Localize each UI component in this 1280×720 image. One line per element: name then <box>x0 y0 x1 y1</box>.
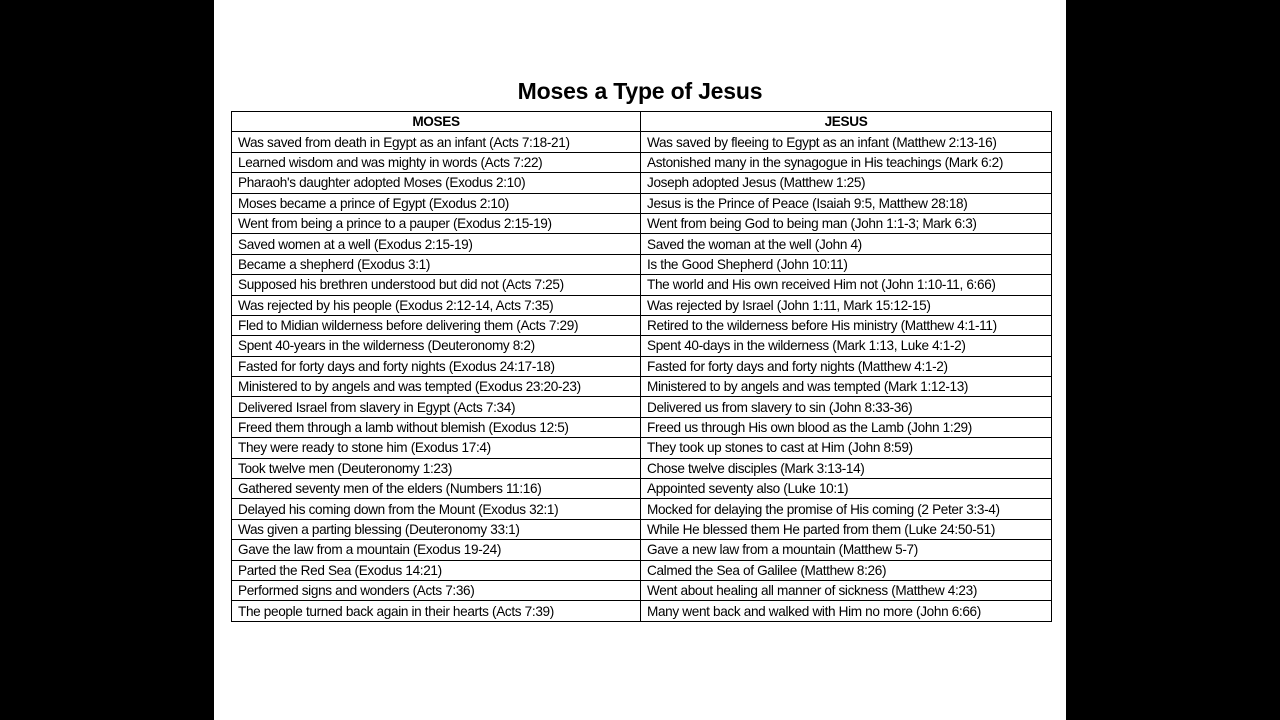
table-row <box>232 213 1052 233</box>
jesus-cell: Delivered us from slavery to sin (John 8:33-36) <box>641 397 1052 417</box>
jesus-cell: Joseph adopted Jesus (Matthew 1:25) <box>641 173 1052 193</box>
table-row <box>232 499 1052 519</box>
jesus-cell: Went from being God to being man (John 1:1-3; Mark 6:3) <box>641 213 1052 233</box>
table-row <box>232 397 1052 417</box>
moses-cell: Pharaoh's daughter adopted Moses (Exodus 2:10) <box>232 173 641 193</box>
table-row <box>232 458 1052 478</box>
moses-cell: Ministered to by angels and was tempted (Exodus 23:20-23) <box>232 377 641 397</box>
jesus-cell: Ministered to by angels and was tempted (Mark 1:12-13) <box>641 377 1052 397</box>
moses-cell: Went from being a prince to a pauper (Exodus 2:15-19) <box>232 213 641 233</box>
moses-cell: Was saved from death in Egypt as an infant (Acts 7:18-21) <box>232 132 641 152</box>
comparison-table <box>231 111 1052 622</box>
table-row <box>232 519 1052 539</box>
jesus-cell: Is the Good Shepherd (John 10:11) <box>641 254 1052 274</box>
jesus-cell: Calmed the Sea of Galilee (Matthew 8:26) <box>641 560 1052 580</box>
moses-cell: The people turned back again in their hearts (Acts 7:39) <box>232 601 641 621</box>
moses-cell: Moses became a prince of Egypt (Exodus 2:10) <box>232 193 641 213</box>
table-row <box>232 254 1052 274</box>
jesus-cell: They took up stones to cast at Him (John 8:59) <box>641 438 1052 458</box>
table-row <box>232 234 1052 254</box>
moses-cell: Delivered Israel from slavery in Egypt (Acts 7:34) <box>232 397 641 417</box>
table-row <box>232 479 1052 499</box>
moses-cell: Fled to Midian wilderness before delivering them (Acts 7:29) <box>232 315 641 335</box>
moses-cell: Freed them through a lamb without blemish (Exodus 12:5) <box>232 417 641 437</box>
table-row <box>232 152 1052 172</box>
table-row <box>232 417 1052 437</box>
table-row <box>232 132 1052 152</box>
table-row <box>232 193 1052 213</box>
jesus-cell: Chose twelve disciples (Mark 3:13-14) <box>641 458 1052 478</box>
jesus-cell: Fasted for forty days and forty nights (Matthew 4:1-2) <box>641 356 1052 376</box>
jesus-cell: Appointed seventy also (Luke 10:1) <box>641 479 1052 499</box>
jesus-cell: Saved the woman at the well (John 4) <box>641 234 1052 254</box>
moses-cell: Fasted for forty days and forty nights (Exodus 24:17-18) <box>232 356 641 376</box>
document-page <box>214 0 1066 720</box>
table-row <box>232 377 1052 397</box>
table-row <box>232 580 1052 600</box>
table-row <box>232 540 1052 560</box>
jesus-cell: Went about healing all manner of sickness (Matthew 4:23) <box>641 580 1052 600</box>
moses-cell: Spent 40-years in the wilderness (Deuteronomy 8:2) <box>232 336 641 356</box>
table-row <box>232 336 1052 356</box>
jesus-cell: Many went back and walked with Him no more (John 6:66) <box>641 601 1052 621</box>
moses-cell: Delayed his coming down from the Mount (Exodus 32:1) <box>232 499 641 519</box>
document-title: Moses a Type of Jesus <box>517 78 763 104</box>
table-row <box>232 601 1052 621</box>
jesus-cell: Mocked for delaying the promise of His coming (2 Peter 3:3-4) <box>641 499 1052 519</box>
moses-cell: Took twelve men (Deuteronomy 1:23) <box>232 458 641 478</box>
jesus-cell: Freed us through His own blood as the Lamb (John 1:29) <box>641 417 1052 437</box>
moses-cell: Was rejected by his people (Exodus 2:12-14, Acts 7:35) <box>232 295 641 315</box>
jesus-cell: Gave a new law from a mountain (Matthew 5-7) <box>641 540 1052 560</box>
moses-cell: Parted the Red Sea (Exodus 14:21) <box>232 560 641 580</box>
jesus-cell: Jesus is the Prince of Peace (Isaiah 9:5, Matthew 28:18) <box>641 193 1052 213</box>
moses-cell: Learned wisdom and was mighty in words (Acts 7:22) <box>232 152 641 172</box>
table-header-row <box>232 112 1052 132</box>
moses-cell: Supposed his brethren understood but did not (Acts 7:25) <box>232 275 641 295</box>
column-header-jesus: JESUS <box>641 112 1052 132</box>
table-row <box>232 173 1052 193</box>
moses-cell: Gave the law from a mountain (Exodus 19-24) <box>232 540 641 560</box>
moses-cell: They were ready to stone him (Exodus 17:4) <box>232 438 641 458</box>
table-row <box>232 295 1052 315</box>
jesus-cell: Retired to the wilderness before His ministry (Matthew 4:1-11) <box>641 315 1052 335</box>
jesus-cell: Was rejected by Israel (John 1:11, Mark 15:12-15) <box>641 295 1052 315</box>
jesus-cell: While He blessed them He parted from them (Luke 24:50-51) <box>641 519 1052 539</box>
table-row <box>232 356 1052 376</box>
moses-cell: Saved women at a well (Exodus 2:15-19) <box>232 234 641 254</box>
table-row <box>232 438 1052 458</box>
moses-cell: Was given a parting blessing (Deuteronomy 33:1) <box>232 519 641 539</box>
moses-cell: Became a shepherd (Exodus 3:1) <box>232 254 641 274</box>
jesus-cell: Spent 40-days in the wilderness (Mark 1:13, Luke 4:1-2) <box>641 336 1052 356</box>
column-header-moses: MOSES <box>232 112 641 132</box>
jesus-cell: The world and His own received Him not (John 1:10-11, 6:66) <box>641 275 1052 295</box>
table-row <box>232 560 1052 580</box>
jesus-cell: Was saved by fleeing to Egypt as an infant (Matthew 2:13-16) <box>641 132 1052 152</box>
table-body <box>232 132 1052 621</box>
moses-cell: Gathered seventy men of the elders (Numbers 11:16) <box>232 479 641 499</box>
table-row <box>232 315 1052 335</box>
moses-cell: Performed signs and wonders (Acts 7:36) <box>232 580 641 600</box>
jesus-cell: Astonished many in the synagogue in His teachings (Mark 6:2) <box>641 152 1052 172</box>
table-row <box>232 275 1052 295</box>
